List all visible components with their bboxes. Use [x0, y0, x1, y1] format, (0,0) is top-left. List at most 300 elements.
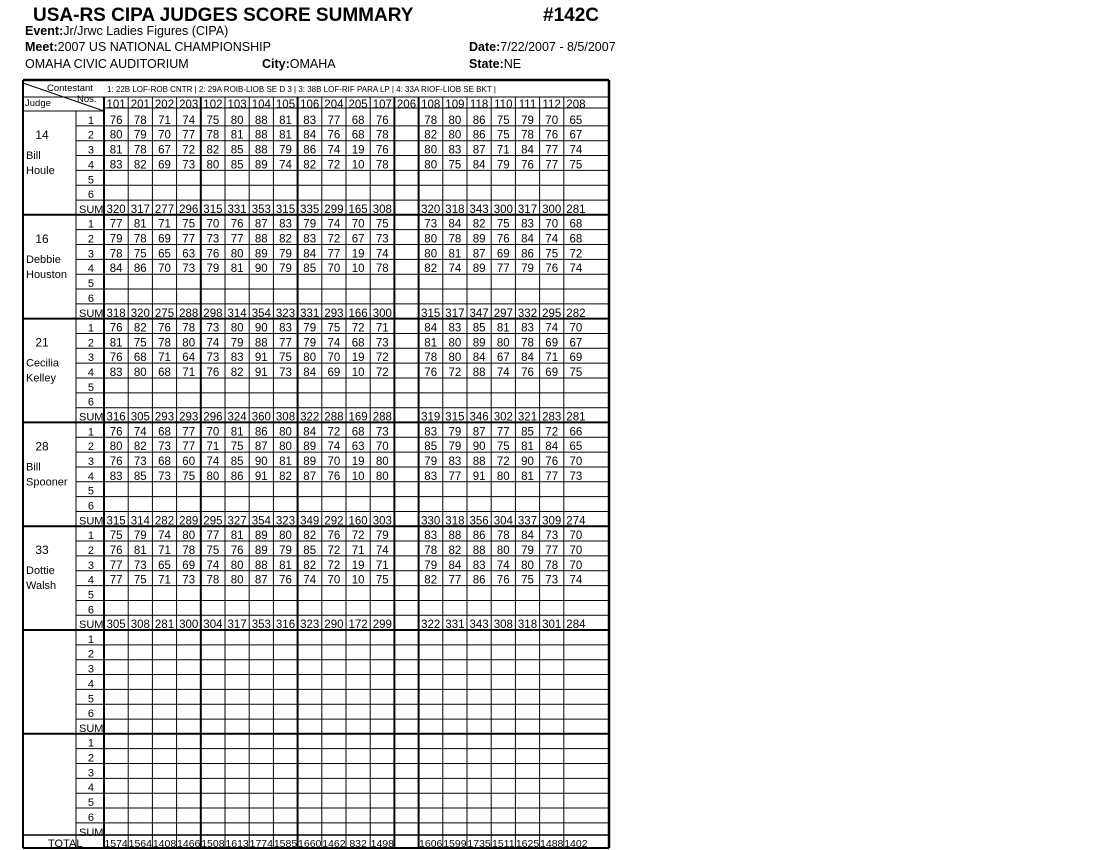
score-cell: 82	[279, 233, 292, 246]
score-cell: 79	[375, 530, 389, 543]
score-cell: 71	[496, 144, 510, 157]
score-cell: 73	[375, 233, 389, 246]
total-cell: 1466	[177, 838, 201, 850]
score-cell: 78	[206, 129, 220, 142]
contestant-number: 109	[445, 99, 465, 111]
score-cell: 86	[521, 248, 534, 261]
score-cell: 19	[351, 352, 365, 365]
total-cell: 1462	[322, 838, 346, 850]
sum-cell: 318	[445, 515, 465, 528]
score-cell: 79	[424, 455, 438, 468]
score-cell: 87	[254, 441, 268, 454]
meet-label: Meet:	[25, 40, 58, 54]
score-cell: 74	[279, 159, 292, 172]
sum-cell: 315	[275, 203, 296, 216]
sum-cell: 274	[566, 515, 586, 528]
score-cell: 82	[279, 470, 292, 483]
sum-cell: 293	[154, 411, 175, 424]
score-cell: 80	[424, 233, 438, 246]
sum-cell: 356	[469, 515, 489, 528]
figure-row-label: 1	[87, 530, 94, 543]
score-cell: 67	[158, 144, 171, 157]
score-cell: 71	[351, 544, 365, 557]
score-cell: 82	[472, 218, 486, 231]
score-cell: 83	[448, 322, 462, 335]
sum-cell: 296	[179, 203, 199, 216]
score-cell: 78	[424, 544, 438, 557]
score-cell: 89	[303, 455, 317, 468]
score-cell: 91	[472, 470, 486, 483]
score-cell: 78	[375, 159, 389, 172]
score-cell: 83	[109, 470, 123, 483]
score-cell: 76	[545, 455, 559, 468]
score-cell: 85	[230, 159, 244, 172]
figure-row-label: 5	[87, 278, 94, 291]
score-cell: 87	[303, 470, 317, 483]
figure-row-label: 2	[87, 752, 94, 765]
sum-cell: 330	[421, 515, 441, 528]
sum-cell: 319	[421, 411, 441, 424]
score-cell: 90	[254, 263, 268, 276]
score-cell: 90	[254, 322, 268, 335]
score-cell: 83	[109, 367, 123, 379]
score-cell: 77	[182, 426, 196, 439]
total-cell: 1574	[104, 838, 128, 850]
score-cell: 74	[182, 114, 196, 127]
score-cell: 75	[109, 530, 123, 543]
score-cell: 75	[230, 441, 244, 454]
score-cell: 73	[158, 470, 171, 483]
score-cell: 73	[545, 530, 559, 543]
score-cell: 73	[279, 367, 292, 379]
score-cell: 75	[375, 218, 389, 231]
judge-first-name: Bill	[26, 150, 41, 162]
score-cell: 84	[424, 322, 438, 335]
sum-cell: 292	[324, 515, 344, 528]
score-cell: 77	[496, 263, 510, 276]
score-cell: 19	[351, 559, 365, 572]
score-cell: 70	[206, 218, 220, 231]
corner-judge-label: Judge	[25, 98, 51, 109]
score-cell: 88	[254, 337, 268, 350]
score-cell: 90	[472, 441, 486, 454]
contestant-number: 107	[372, 99, 392, 111]
score-cell: 68	[351, 129, 365, 142]
score-cell: 69	[545, 337, 559, 350]
score-cell: 76	[109, 426, 123, 439]
score-cell: 86	[472, 574, 486, 587]
score-cell: 74	[496, 559, 510, 572]
score-cell: 10	[351, 263, 365, 276]
score-cell: 84	[472, 352, 486, 365]
date-value: 7/22/2007 - 8/5/2007	[500, 40, 616, 54]
score-cell: 75	[545, 248, 559, 261]
score-cell: 75	[496, 441, 510, 454]
sum-cell: 323	[275, 307, 296, 320]
sum-cell: 324	[227, 411, 247, 424]
score-cell: 78	[133, 233, 147, 246]
score-cell: 82	[206, 144, 220, 157]
score-cell: 75	[496, 114, 510, 127]
sum-cell: 318	[106, 307, 126, 320]
score-cell: 82	[133, 159, 147, 172]
score-cell: 89	[472, 263, 486, 276]
score-cell: 19	[351, 248, 365, 261]
sum-cell: 165	[348, 203, 368, 216]
score-cell: 80	[133, 367, 147, 379]
score-cell: 71	[375, 322, 389, 335]
score-cell: 85	[424, 441, 438, 454]
score-cell: 69	[545, 367, 559, 379]
sum-cell: 296	[203, 411, 223, 424]
score-cell: 82	[133, 441, 147, 454]
figure-row-label: 1	[87, 737, 94, 750]
figure-row-label: 3	[87, 144, 94, 157]
score-cell: 70	[545, 114, 559, 127]
score-cell: 72	[327, 159, 341, 172]
score-cell: 76	[545, 263, 559, 276]
score-cell: 77	[279, 337, 292, 350]
figure-row-label: 3	[87, 767, 94, 780]
score-cell: 76	[206, 248, 220, 261]
score-cell: 73	[206, 322, 220, 335]
sum-cell: 314	[227, 307, 247, 320]
sum-cell: 281	[566, 411, 586, 424]
score-cell: 86	[472, 530, 486, 543]
figure-row-label: 6	[87, 811, 94, 824]
score-cell: 79	[448, 426, 462, 439]
score-cell: 78	[521, 129, 534, 142]
figure-row-label: 2	[87, 648, 94, 661]
sum-cell: 301	[542, 619, 562, 632]
score-cell: 76	[109, 352, 123, 365]
sum-cell: 297	[493, 307, 513, 320]
sum-cell: 332	[517, 307, 538, 320]
score-cell: 82	[230, 367, 244, 379]
score-cell: 82	[303, 559, 317, 572]
judge-first-name: Cecilia	[26, 357, 60, 370]
score-cell: 79	[303, 322, 317, 335]
score-cell: 67	[569, 337, 583, 350]
sum-cell: 295	[203, 515, 223, 528]
score-cell: 71	[158, 574, 171, 587]
score-cell: 75	[133, 337, 147, 350]
score-cell: 78	[375, 263, 389, 276]
score-cell: 71	[158, 352, 171, 365]
total-cell: 1606	[419, 838, 443, 850]
total-cell: 1625	[515, 838, 540, 850]
score-cell: 79	[521, 544, 534, 557]
score-cell: 79	[206, 263, 220, 276]
score-cell: 68	[133, 352, 147, 365]
score-cell: 72	[327, 544, 341, 557]
score-cell: 82	[424, 574, 438, 587]
score-cell: 79	[279, 263, 292, 276]
corner-contestant-label: Contestant	[47, 83, 93, 94]
score-cell: 80	[375, 470, 389, 483]
contestant-number: 205	[348, 99, 368, 111]
score-cell: 76	[375, 114, 389, 127]
score-cell: 83	[448, 455, 462, 468]
score-cell: 75	[279, 352, 292, 365]
score-cell: 72	[448, 367, 462, 379]
score-cell: 80	[206, 159, 220, 172]
sum-cell: 281	[154, 619, 175, 632]
score-cell: 75	[375, 574, 389, 587]
sum-cell: 282	[566, 307, 586, 320]
score-cell: 70	[375, 441, 389, 454]
sum-cell: 331	[227, 203, 247, 216]
score-cell: 72	[375, 367, 389, 379]
figure-row-label: 4	[87, 159, 94, 172]
score-cell: 74	[158, 530, 171, 543]
sum-cell: 299	[372, 619, 392, 632]
figure-row-label: 2	[87, 337, 94, 350]
score-cell: 70	[327, 263, 341, 276]
judge-last-name: Spooner	[26, 476, 68, 489]
sum-label: SUM	[79, 619, 104, 632]
score-cell: 75	[133, 574, 147, 587]
sum-cell: 331	[300, 307, 320, 320]
score-cell: 77	[109, 218, 123, 231]
score-cell: 73	[375, 426, 389, 439]
score-cell: 88	[472, 455, 486, 468]
contestant-number: 204	[324, 99, 344, 111]
score-cell: 63	[351, 441, 365, 454]
score-cell: 77	[206, 530, 220, 543]
score-cell: 76	[424, 367, 438, 379]
score-cell: 73	[158, 441, 171, 454]
score-cell: 90	[521, 455, 534, 468]
sum-cell: 169	[348, 411, 368, 424]
score-cell: 79	[448, 441, 462, 454]
score-cell: 80	[230, 559, 244, 572]
figure-row-label: 6	[87, 189, 94, 202]
score-cell: 83	[279, 322, 292, 335]
score-cell: 86	[133, 263, 147, 276]
score-cell: 83	[424, 530, 438, 543]
score-cell: 80	[496, 337, 510, 350]
form-number: #142C	[543, 5, 599, 26]
figure-row-label: 4	[87, 263, 94, 276]
score-cell: 83	[109, 159, 123, 172]
sum-cell: 304	[493, 515, 513, 528]
score-cell: 81	[279, 455, 292, 468]
score-cell: 83	[279, 218, 292, 231]
score-cell: 86	[303, 144, 317, 157]
score-cell: 77	[448, 470, 462, 483]
score-cell: 69	[496, 248, 510, 261]
score-cell: 65	[158, 559, 171, 572]
score-cell: 67	[569, 129, 583, 142]
score-cell: 80	[230, 574, 244, 587]
score-cell: 74	[569, 144, 583, 157]
judge-number: 33	[35, 543, 49, 558]
score-cell: 76	[375, 144, 389, 157]
figure-row-label: 6	[87, 292, 94, 305]
score-cell: 85	[133, 470, 147, 483]
sum-cell: 315	[421, 307, 441, 320]
score-cell: 69	[327, 367, 341, 379]
date-label: Date:	[469, 40, 501, 54]
score-cell: 79	[521, 263, 534, 276]
score-cell: 66	[569, 426, 583, 439]
score-cell: 77	[545, 144, 559, 157]
score-cell: 84	[521, 144, 534, 157]
score-cell: 80	[448, 337, 462, 350]
sum-cell: 322	[300, 411, 320, 424]
score-cell: 74	[545, 233, 559, 246]
judge-last-name: Houston	[26, 268, 67, 281]
score-cell: 75	[206, 544, 220, 557]
score-cell: 76	[496, 574, 510, 587]
score-cell: 10	[351, 367, 365, 379]
figure-row-label: 3	[87, 455, 94, 468]
city-value: OMAHA	[289, 57, 336, 71]
contestant-number: 203	[179, 99, 199, 111]
score-cell: 77	[230, 233, 244, 246]
sum-cell: 282	[154, 515, 175, 528]
score-cell: 72	[182, 144, 196, 157]
sum-cell: 300	[372, 307, 392, 320]
figure-row-label: 4	[87, 367, 94, 379]
score-cell: 85	[230, 144, 244, 157]
score-cell: 75	[182, 470, 196, 483]
sum-cell: 343	[469, 619, 489, 632]
score-cell: 77	[545, 159, 559, 172]
score-cell: 75	[133, 248, 147, 261]
score-cell: 77	[182, 233, 196, 246]
contestant-number: 206	[396, 99, 417, 111]
score-cell: 81	[230, 530, 244, 543]
sum-cell: 172	[348, 619, 368, 632]
score-cell: 19	[351, 455, 365, 468]
score-cell: 84	[545, 441, 559, 454]
score-cell: 86	[472, 129, 486, 142]
score-cell: 87	[472, 248, 486, 261]
sum-label: SUM	[79, 515, 104, 528]
score-cell: 70	[327, 455, 341, 468]
sum-cell: 320	[106, 203, 126, 216]
score-cell: 76	[109, 322, 123, 335]
contestant-number: 106	[300, 99, 320, 111]
total-cell: 1498	[370, 838, 394, 850]
score-cell: 73	[182, 574, 196, 587]
sum-cell: 343	[469, 203, 489, 216]
score-cell: 89	[254, 530, 268, 543]
score-cell: 80	[279, 441, 292, 454]
score-cell: 70	[569, 559, 583, 572]
score-cell: 68	[351, 337, 365, 350]
score-cell: 10	[351, 574, 365, 587]
score-cell: 83	[472, 559, 486, 572]
figure-row-label: 4	[87, 782, 94, 795]
figure-row-label: 3	[87, 559, 94, 572]
figure-row-label: 4	[87, 470, 94, 483]
score-cell: 68	[158, 426, 171, 439]
sum-cell: 349	[300, 515, 320, 528]
score-cell: 84	[448, 218, 462, 231]
score-cell: 79	[521, 114, 534, 127]
total-cell: 1585	[273, 838, 298, 850]
score-cell: 80	[521, 559, 534, 572]
score-cell: 77	[496, 426, 510, 439]
sum-cell: 353	[251, 203, 271, 216]
score-cell: 70	[569, 322, 583, 335]
score-cell: 78	[206, 574, 220, 587]
score-cell: 79	[279, 544, 292, 557]
score-cell: 74	[496, 367, 510, 379]
score-cell: 85	[521, 426, 534, 439]
score-cell: 65	[158, 248, 171, 261]
score-cell: 67	[496, 352, 510, 365]
score-cell: 77	[448, 574, 462, 587]
score-cell: 77	[109, 559, 123, 572]
figure-row-label: 2	[87, 441, 94, 454]
sum-cell: 303	[372, 515, 392, 528]
figure-row-label: 6	[87, 708, 94, 721]
score-cell: 70	[206, 426, 220, 439]
judge-last-name: Walsh	[26, 580, 57, 593]
score-cell: 76	[327, 470, 341, 483]
sum-label: SUM	[79, 411, 104, 424]
score-cell: 84	[303, 129, 317, 142]
score-cell: 72	[375, 352, 389, 365]
score-cell: 80	[303, 352, 317, 365]
score-cell: 71	[545, 352, 559, 365]
score-cell: 87	[254, 218, 268, 231]
score-cell: 91	[254, 352, 268, 365]
score-cell: 81	[521, 441, 534, 454]
sum-cell: 304	[203, 619, 223, 632]
score-cell: 81	[279, 559, 292, 572]
contestant-number: 201	[130, 99, 150, 111]
score-cell: 84	[521, 233, 534, 246]
score-cell: 82	[303, 530, 317, 543]
score-cell: 80	[182, 530, 196, 543]
sum-cell: 335	[300, 203, 320, 216]
figure-row-label: 1	[87, 322, 94, 335]
score-cell: 80	[109, 129, 123, 142]
sum-cell: 315	[106, 515, 126, 528]
score-cell: 76	[279, 574, 292, 587]
judge-number: 16	[35, 231, 49, 246]
score-cell: 75	[182, 218, 196, 231]
total-cell: 1599	[443, 838, 467, 850]
score-cell: 79	[303, 337, 317, 350]
figure-row-label: 6	[87, 604, 94, 617]
score-cell: 84	[303, 426, 317, 439]
score-cell: 83	[424, 470, 438, 483]
contestant-number: 105	[275, 99, 296, 111]
score-cell: 10	[351, 470, 365, 483]
score-cell: 79	[230, 337, 244, 350]
score-cell: 80	[448, 352, 462, 365]
score-cell: 75	[521, 574, 534, 587]
figure-row-label: 5	[87, 174, 94, 187]
figure-row-label: 2	[87, 544, 94, 557]
score-cell: 68	[569, 233, 583, 246]
sum-cell: 318	[517, 619, 538, 632]
score-cell: 89	[254, 159, 268, 172]
total-cell: 1408	[152, 838, 177, 850]
score-cell: 80	[496, 470, 510, 483]
figure-row-label: 5	[87, 693, 94, 706]
score-cell: 82	[424, 129, 438, 142]
score-cell: 85	[303, 263, 317, 276]
score-cell: 81	[109, 337, 123, 350]
sum-cell: 283	[542, 411, 562, 424]
